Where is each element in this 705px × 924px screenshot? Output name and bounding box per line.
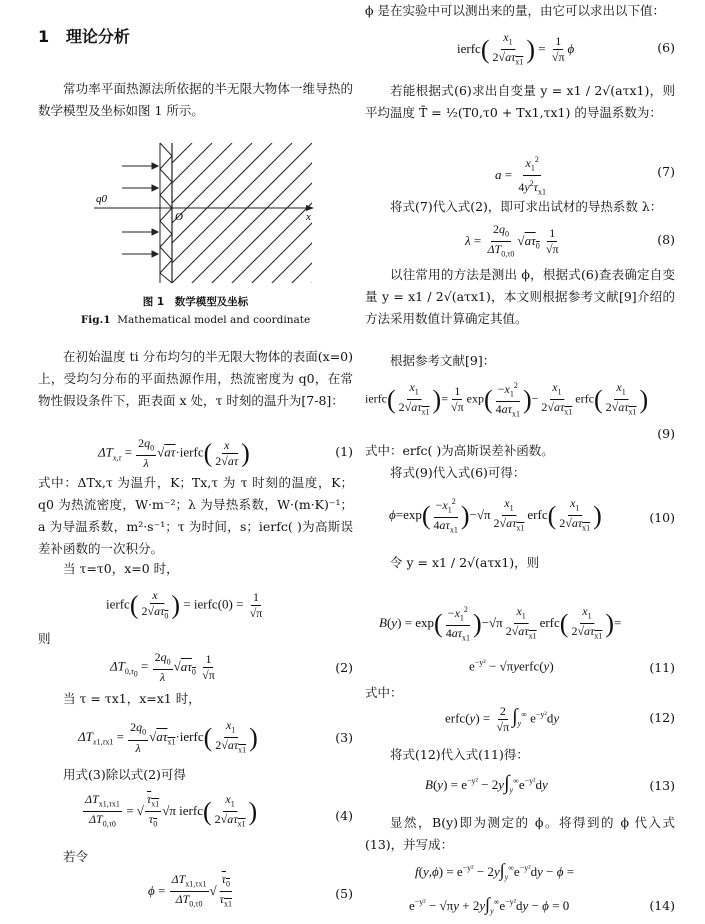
right-paragraph-11: 显然，B(y)即为测定的 ϕ。将得到的 ϕ 代入式(13)，并写成： (365, 815, 675, 852)
paragraph-2: 式中：ΔTx,τ 为温升，K；Tx,τ 为 τ 时刻的温度，K；q0 为热流密度，W·m⁻²；λ 为导热系数，W·(m·K)⁻¹；a 为导温系数，m²·s⁻¹；τ 为时间，s；ierfc( )为高斯误差补函数的一次积分。 (38, 475, 353, 556)
right-paragraph-2: 若能根据式(6)求出自变量 y = x1 / 2√(aτx1)，则平均温度 T̄ = ½(T0,τ0 + Tx1,τx1) 的导温系数为： (365, 83, 675, 120)
equation-13: $B(y) = e^{-y^2} - 2y\int_y^\infty e^{-y^2}dy$ (425, 772, 548, 795)
equation-8: λ = $\frac{2q_0}{\Delta T_{0,\tau 0}}$ $√a\tau_0$ $\frac{1}{√\pi}$ (465, 222, 559, 259)
eq-number-3: (3) (335, 730, 353, 745)
eq-number-7: (7) (657, 164, 675, 179)
eq-number-13: (13) (649, 778, 675, 793)
hatch-region (172, 143, 322, 288)
paragraph-3: 当 τ=τ0，x=0 时， (63, 561, 179, 576)
figure-caption-en-text: Mathematical model and coordinate (117, 314, 311, 326)
right-paragraph-1: ϕ 是在实验中可以测出来的量，由它可以求出以下值： (365, 3, 665, 18)
equation-10: ϕ=exp( $\frac{-x_1^2}{4a\tau_{x1}}$ )−√π $\frac{x_1}{2√a\tau_{x1}}$ erfc( $\frac{x_1}{2√a\tau_{x1}}$ ) (389, 496, 602, 535)
equation-4: $\frac{\Delta T_{x1,\tau x1}}{\Delta T_{0,\tau 0}}$ = √ $\frac{\tau_{x1}}{\tau_0}$ √π ierfc( $\frac{x_1}{2√a\tau_{x1}}$ ) (85, 792, 258, 829)
right-paragraph-8: 令 y = x1 / 2√(aτx1)，则 (390, 555, 540, 570)
heat-flux-arrows (122, 163, 158, 257)
paragraph-1: 在初始温度 ti 分布均匀的半无限大物体的表面(x=0)上，受均匀分布的平面热源作用，热流密度为 q0，在常物性假设条件下，距表面 x 处，τ 时刻的温升为[7-8]： (38, 349, 353, 408)
x-label: x (306, 211, 311, 223)
equation-5: ϕ = $\frac{\Delta T_{x1,\tau x1}}{\Delta T_{0,\tau 0}}$ √ $\frac{\tau_0}{\tau_{x1}}$ (148, 872, 232, 909)
equation-14: $f(y,\phi) = e^{-y^2} - 2y\int_y^\infty e^{-y^2}dy - \phi$ = (415, 860, 575, 882)
intro-paragraph: 常功率平面热源法所依据的半无限大物体一维导热的数学模型及坐标如图 1 所示。 (38, 81, 353, 118)
eq-number-12: (12) (649, 710, 675, 725)
equation-14-cont: $e^{-y^2} - √\pi y + 2y\int_y^\infty e^{-y^2}dy - \phi = 0$ (409, 894, 570, 916)
figure-caption-en-prefix: Fig.1 (80, 314, 111, 326)
eq-number-14: (14) (649, 898, 675, 913)
model-diagram (82, 138, 322, 288)
equation-11: B(y) = exp( $\frac{-x_1^2}{4a\tau_{x1}}$ )−√π $\frac{x_1}{2√a\tau_{x1}}$ erfc( $\frac{x_1}{2√a\tau_{x1}}$ )= (379, 604, 622, 643)
section-heading (38, 24, 130, 47)
equation-3: $\Delta T_{x1,\tau x1}$ = $\frac{2q_0}{\lambda}$ $√a\tau_{x1}\cdot ierfc$( $\frac{x_1}{2√a\tau_{x1}}$ ) (78, 718, 258, 755)
right-paragraph-4: 以往常用的方法是测出 ϕ，根据式(6)查表确定自变量 y = x1 / 2√(aτx1)，本文则根据参考文献[9]介绍的方法采用数值计算确定其值。 (365, 267, 675, 326)
then-label: 则 (38, 631, 51, 646)
eq-number-8: (8) (657, 232, 675, 247)
equation-12: erfc(y) = $\frac{2}{√\pi}$ $\int_y^\infty$ $e^{-y^2}dy$ (445, 704, 560, 734)
equation-2: $\Delta T_{0,\tau_0}$ = $\frac{2q_0}{\lambda}$ $√a\tau_0$ $\frac{1}{√\pi}$ (110, 650, 215, 685)
equation-1: $\Delta T_{x,\tau}$ = $\frac{2q_0}{\lambda}$ √aτ·ierfc( $\frac{x}{2√a\tau}$ ) (98, 436, 250, 471)
paragraph-5: 用式(3)除以式(2)可得 (63, 767, 186, 782)
right-paragraph-9: 式中： (365, 685, 403, 700)
eq-number-11: (11) (649, 660, 675, 675)
eq-number-1: (1) (335, 444, 353, 459)
equation-7: a = $\frac{x_1^2}{4y^2\tau_{x1}}$ (495, 152, 549, 200)
section-number: 1 (38, 27, 50, 46)
eq-number-6: (6) (657, 40, 675, 55)
right-paragraph-10: 将式(12)代入式(11)得： (390, 747, 529, 762)
equation-6: ierfc( $\frac{x_1}{2√a\tau_{x1}}$ ) = $\frac{1}{√\pi}$ ϕ (457, 30, 575, 67)
figure-1 (82, 138, 322, 288)
figure-caption-en (38, 314, 353, 326)
right-paragraph-7: 将式(9)代入式(6)可得： (390, 465, 526, 480)
eq-number-2: (2) (335, 660, 353, 675)
eq-number-4: (4) (335, 808, 353, 823)
equation-ierfc-zero: ierfc( $\frac{x}{2√a\tau_0}$ ) = ierfc(0) = $\frac{1}{√\pi}$ (106, 588, 263, 621)
right-paragraph-6: 式中：erfc( )为高斯误差补函数。 (365, 443, 554, 458)
q0-label: q0 (96, 193, 107, 205)
equation-9: ierfc( $\frac{x_1}{2√a\tau_{x1}}$ )= $\frac{1}{√\pi}$ exp( $\frac{-x_1^2}{4a\tau_{x1}}$ )− $\frac{x_1}{2√a\tau_{x1}}$ erfc( $\frac{x_1}{2√a\tau_{x1}}$ ) (365, 380, 649, 419)
right-paragraph-3: 将式(7)代入式(2)，即可求出试材的导热系数 λ： (390, 199, 663, 214)
eq-number-10: (10) (649, 510, 675, 525)
heater-zigzag (160, 143, 172, 283)
origin-label: O (175, 211, 183, 223)
paragraph-6: 若令 (63, 849, 89, 864)
right-paragraph-5: 根据参考文献[9]： (390, 353, 496, 368)
equation-11-cont: $e^{-y^2}$ − √πyerfc(y) (469, 658, 554, 674)
eq-number-5: (5) (335, 886, 353, 901)
figure-caption-zh: 图 1 数学模型及坐标 (142, 296, 249, 308)
eq-number-9: (9) (657, 426, 675, 441)
section-title: 理论分析 (65, 27, 130, 46)
paragraph-4: 当 τ = τx1，x=x1 时， (63, 691, 201, 706)
